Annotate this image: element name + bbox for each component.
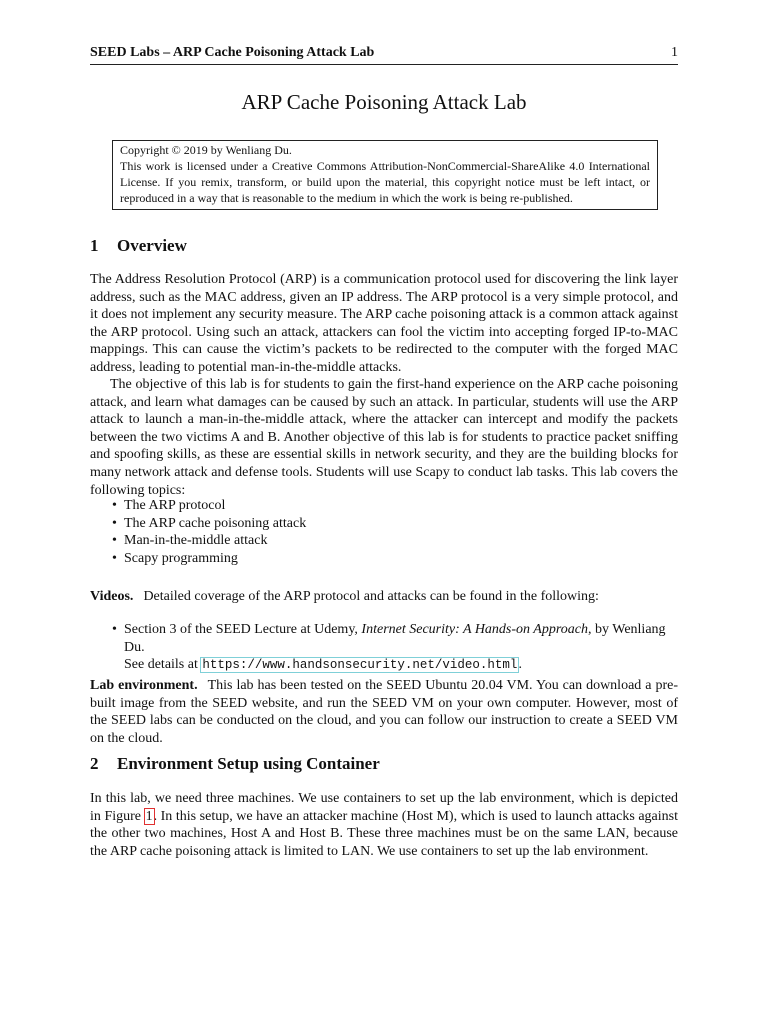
section-title: Overview bbox=[117, 236, 187, 255]
bullet-icon: • bbox=[112, 550, 117, 566]
section-number: 1 bbox=[90, 236, 99, 255]
list-item: • Man-in-the-middle attack bbox=[112, 533, 268, 549]
videos-paragraph bbox=[90, 588, 678, 606]
environment-paragraph: In this lab, we need three machines. We use containers to set up the lab environment, which is depicted in Figure 1. In this setup, we have an attacker machine (Host M), which is used to launch attacks against the other two machines, Host A and Host B. These three machines must be on the same LAN, because the ARP cache poisoning attack is limited to LAN. We use containers to set up the lab environment. bbox=[90, 791, 678, 859]
copyright-notice bbox=[112, 140, 658, 210]
page-number: 1 bbox=[671, 45, 678, 60]
document-title: ARP Cache Poisoning Attack Lab bbox=[241, 90, 527, 114]
list-item: • The ARP cache poisoning attack bbox=[112, 515, 307, 531]
bullet-icon: • bbox=[112, 498, 117, 513]
video-url-link[interactable]: https://www.handsonsecurity.net/video.html bbox=[202, 658, 518, 673]
course-title: Internet Security: A Hands-on Approach bbox=[361, 622, 588, 637]
lab-environment-label: Lab environment. bbox=[90, 678, 198, 693]
running-header bbox=[90, 44, 678, 65]
section-heading-overview bbox=[90, 236, 187, 256]
bullet-icon: • bbox=[112, 533, 117, 549]
list-item: • The ARP protocol bbox=[112, 498, 226, 513]
bullet-icon: • bbox=[112, 515, 117, 531]
overview-paragraph-2: The objective of this lab is for students to gain the first-hand experience on the ARP cache poisoning attack, and learn what damages can be caused by such an attack. In particular, students will use the ARP attack to launch a man-in-the-middle attack, where the attacker can intercept and modify the packets between the two victims A and B. Another objective of this lab is for students to practice packet sniffing and spoofing skills, as these are essential skills in network security, and they are the building blocks for many network attack and defense tools. Students will use Scapy to conduct lab tasks. This lab covers the following topics: bbox=[90, 377, 678, 498]
lab-environment-text: This lab has been tested on the SEED Ubuntu 20.04 VM. You can download a pre-built image from the SEED website, and run the SEED VM on your own computer. However, most of the SEED labs can be conducted on the cloud, and you can follow our instruction to create a SEED VM on the cloud. bbox=[90, 678, 679, 746]
lab-environment-paragraph bbox=[90, 677, 678, 747]
copyright-line: Copyright © 2019 by Wenliang Du. bbox=[120, 143, 292, 157]
section-heading-environment-setup bbox=[90, 754, 380, 774]
section-title: Environment Setup using Container bbox=[117, 754, 380, 773]
videos-list bbox=[90, 621, 678, 675]
topics-list bbox=[90, 497, 678, 567]
list-item: • Scapy programming bbox=[112, 550, 238, 566]
videos-text: Detailed coverage of the ARP protocol and attacks can be found in the following: bbox=[143, 589, 599, 604]
overview-paragraph-1: The Address Resolution Protocol (ARP) is a communication protocol used for discovering the link layer address, such as the MAC address, given an IP address. The ARP protocol is a very simple protocol, and it does not implement any security measure. The ARP cache poisoning attack is a common attack against the ARP protocol. Using such an attack, attackers can fool the victim into accepting forged IP-to-MAC mappings. This can cause the victim’s packets to be redirected to the computer with the forged MAC address, leading to potential man-in-the-middle attacks. bbox=[90, 272, 678, 375]
running-title: SEED Labs – ARP Cache Poisoning Attack Lab bbox=[90, 45, 375, 60]
videos-label: Videos. bbox=[90, 589, 134, 604]
section-number: 2 bbox=[90, 754, 99, 773]
figure-reference-link[interactable]: 1 bbox=[145, 808, 153, 824]
list-item: • Section 3 of the SEED Lecture at Udemy, Internet Security: A Hands-on Approach, by Wenliang Du. See details at https://www.handsonsecurity.net/video.html. bbox=[112, 622, 666, 673]
license-text: This work is licensed under a Creative Commons Attribution-NonCommercial-ShareAlike 4.0 International License. If you remix, transform, or build upon the material, this copyright notice must be left intact, or reproduced in a way that is reasonable to the medium in which the work is being re-published. bbox=[120, 159, 650, 205]
bullet-icon: • bbox=[112, 622, 117, 637]
